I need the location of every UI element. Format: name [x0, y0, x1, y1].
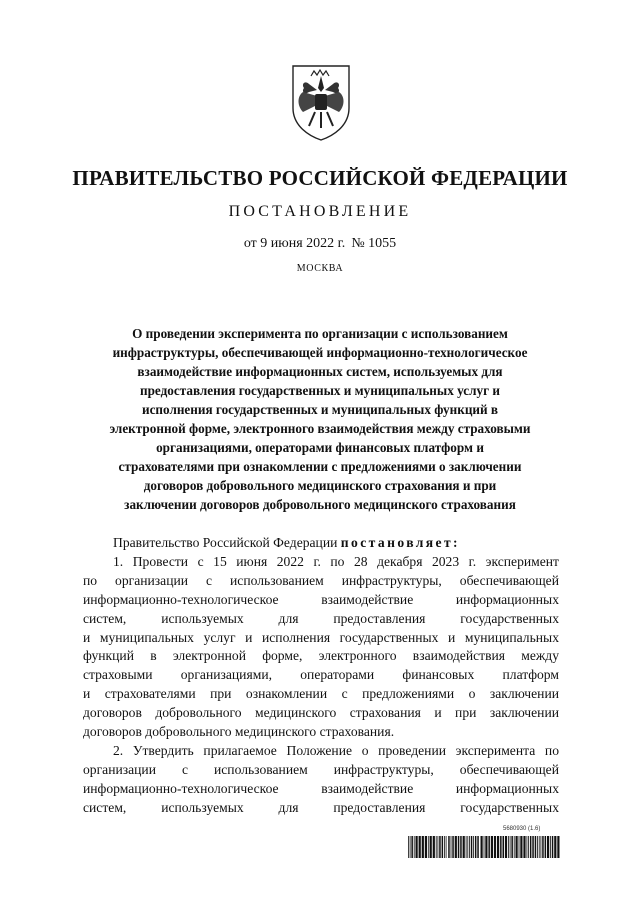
body-line: договоров добровольного медицинского страхования и при заключении: [83, 705, 559, 721]
preamble-verb: постановляет:: [340, 535, 460, 550]
document-date-number: [0, 236, 640, 252]
document-body: [83, 534, 559, 818]
body-line: систем, используемых для предоставления государственных: [83, 799, 559, 815]
barcode-icon: [408, 836, 560, 858]
heading-line: инфраструктуры, обеспечивающей информационно-технологическое: [112, 345, 528, 360]
heading-line: страхователями при ознакомлении с предложениями о заключении: [118, 459, 522, 474]
document-number: № 1055: [351, 236, 397, 251]
government-title: ПРАВИТЕЛЬСТВО РОССИЙСКОЙ ФЕДЕРАЦИИ: [72, 166, 568, 190]
document-heading: [80, 324, 560, 514]
body-line: 1. Провести с 15 июня 2022 г. по 28 декабря 2023 г. эксперимент: [113, 553, 559, 569]
body-line: договоров добровольного медицинского страхования.: [83, 724, 395, 740]
body-line: по организации с использованием инфраструктуры, обеспечивающей: [83, 572, 559, 588]
preamble-text: Правительство Российской Федерации: [113, 535, 338, 550]
body-line: и страхователями при ознакомлении с предложениями о заключении: [83, 686, 559, 702]
document-type: ПОСТАНОВЛЕНИЕ: [228, 203, 412, 220]
russian-coat-of-arms-icon: [287, 62, 355, 142]
heading-line: исполнения государственных и муниципальных функций в: [141, 402, 499, 417]
heading-line: договоров добровольного медицинского страхования и при: [143, 478, 497, 493]
document-city: МОСКВА: [296, 263, 344, 274]
heading-line: электронной форме, электронного взаимодействия между страховыми: [109, 421, 531, 436]
preamble: [83, 534, 559, 553]
heading-line: О проведении эксперимента по организации с использованием: [132, 326, 508, 341]
heading-line: организациями, операторами финансовых платформ и: [156, 440, 484, 455]
body-line: организации с использованием инфраструктуры, обеспечивающей: [83, 761, 559, 777]
body-line: информационно-технологическое взаимодействие информационных: [83, 591, 559, 607]
body-line: функций в электронной форме, электронного взаимодействия между: [83, 648, 559, 664]
document-stamp: 5680930 (1.6): [503, 826, 541, 832]
heading-line: взаимодействие информационных систем, используемых для: [137, 364, 503, 379]
body-line: информационно-технологическое взаимодействие информационных: [83, 780, 559, 796]
body-line: и муниципальных услуг и исполнения государственных и муниципальных: [83, 629, 559, 645]
body-line: систем, используемых для предоставления государственных: [83, 610, 559, 626]
heading-line: заключении договоров добровольного медицинского страхования: [124, 497, 516, 512]
document-date: от 9 июня 2022 г.: [243, 236, 346, 251]
body-line: 2. Утвердить прилагаемое Положение о проведении эксперимента по: [113, 742, 559, 758]
body-line: страховыми организациями, операторами финансовых платформ: [83, 667, 559, 683]
heading-line: предоставления государственных и муниципальных услуг и: [139, 383, 501, 398]
